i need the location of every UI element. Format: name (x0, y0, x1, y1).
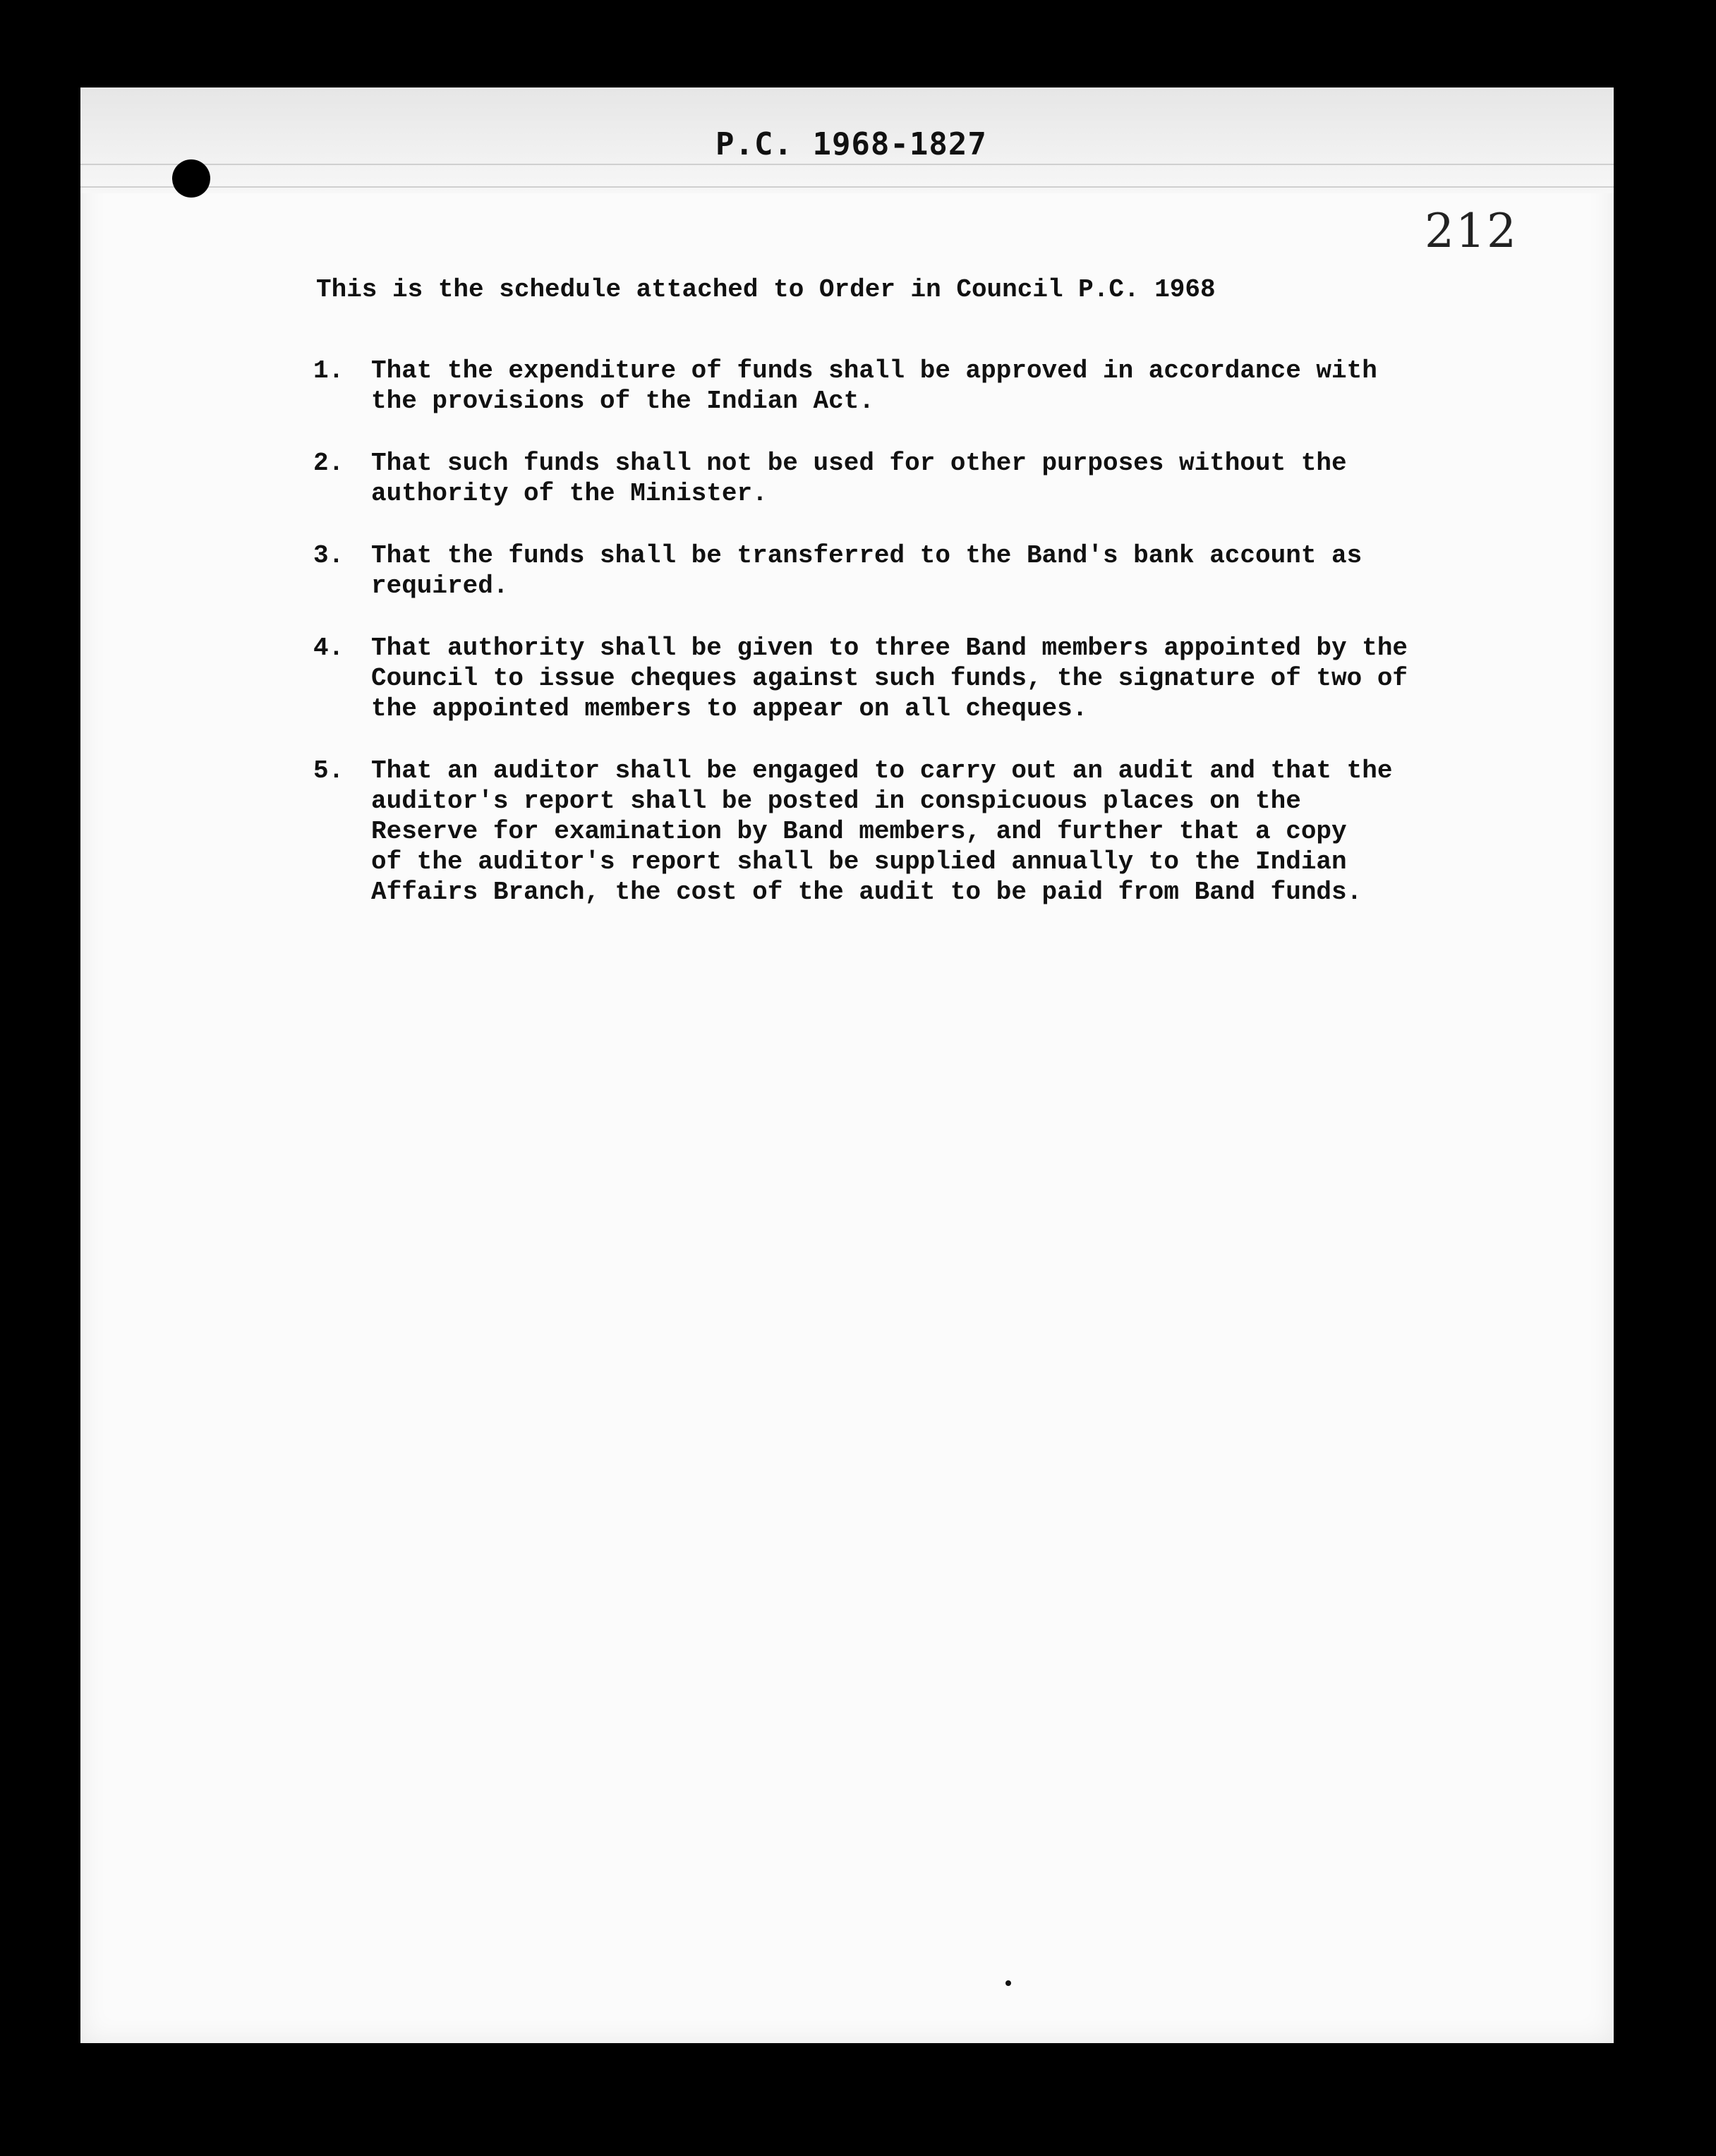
scan-speck (1005, 1980, 1011, 1986)
item-line: auditor's report shall be posted in conspicuous places on the (371, 787, 1301, 816)
item-number: 4. (313, 634, 344, 662)
item-line: That an auditor shall be engaged to carry out an audit and that the (371, 756, 1393, 785)
item-line: Affairs Branch, the cost of the audit to be paid from Band funds. (371, 878, 1362, 907)
punch-hole (172, 159, 210, 198)
item-line: That the funds shall be transferred to the Band's bank account as (371, 541, 1362, 570)
item-number: 5. (313, 756, 344, 785)
schedule-items (313, 356, 1408, 939)
item-line: required. (371, 571, 509, 600)
item-line: authority of the Minister. (371, 479, 768, 508)
item-number: 2. (313, 449, 344, 478)
item-line: That the expenditure of funds shall be approved in accordance with (371, 356, 1377, 385)
item-line: That authority shall be given to three Band members appointed by the (371, 634, 1408, 662)
schedule-item (313, 448, 1408, 509)
item-number: 3. (313, 541, 344, 570)
item-line: Council to issue cheques against such funds, the signature of two of (371, 664, 1408, 693)
header-rule (80, 186, 1614, 188)
header-rule (80, 164, 1614, 165)
item-line: Reserve for examination by Band members, and further that a copy (371, 817, 1347, 846)
document-page (80, 87, 1614, 2043)
order-reference: P.C. 1968-1827 (715, 126, 987, 162)
item-line: That such funds shall not be used for other purposes without the (371, 449, 1347, 478)
schedule-item (313, 756, 1408, 907)
schedule-item (313, 356, 1408, 416)
page-number: 212 (1425, 204, 1518, 258)
item-line: the appointed members to appear on all cheques. (371, 694, 1088, 723)
schedule-item (313, 633, 1408, 724)
schedule-item (313, 540, 1408, 601)
schedule-intro: This is the schedule attached to Order in Council P.C. 1968 (316, 275, 1216, 304)
item-line: of the auditor's report shall be supplied annually to the Indian (371, 847, 1347, 876)
item-line: the provisions of the Indian Act. (371, 387, 874, 416)
item-number: 1. (313, 356, 344, 385)
